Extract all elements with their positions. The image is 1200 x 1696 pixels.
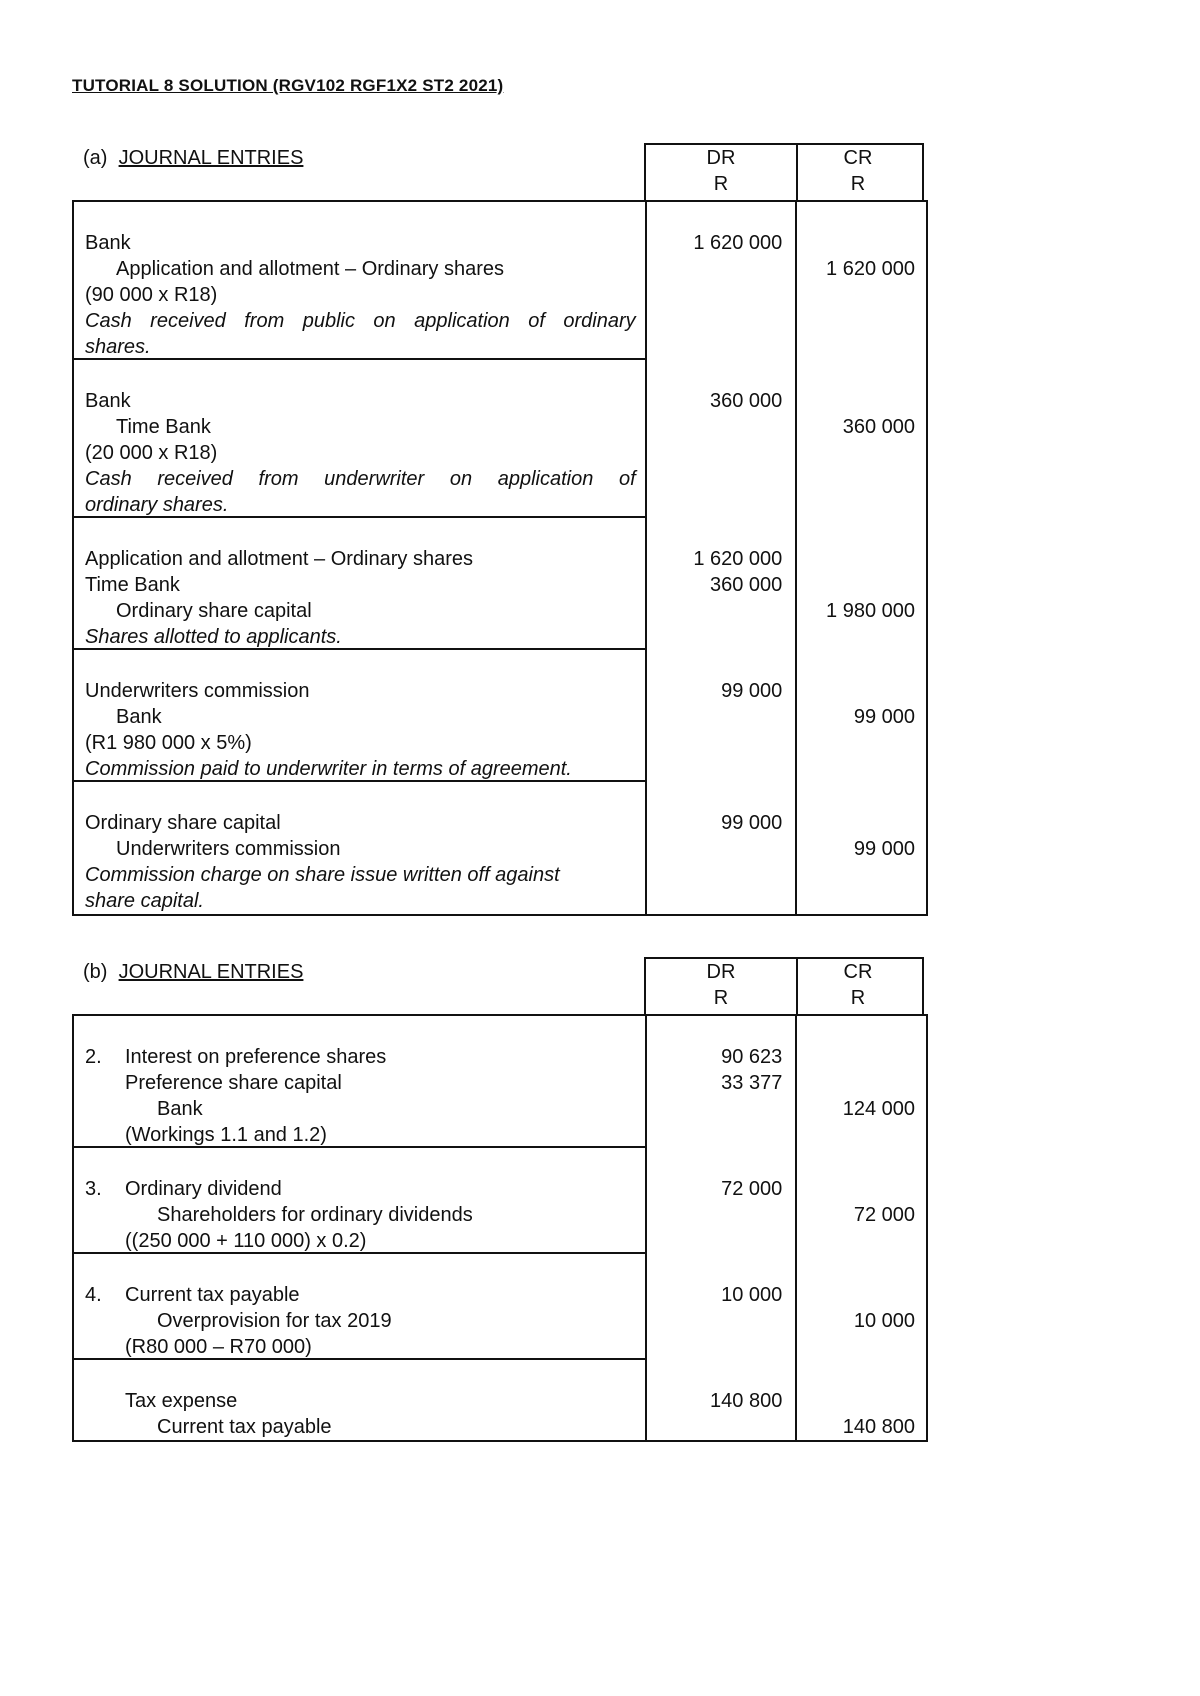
debit-amount: 360 000 — [710, 574, 783, 596]
journal-entry — [74, 1016, 926, 1148]
calculation-note: (90 000 x R18) — [85, 284, 218, 306]
debit-amount: 90 623 — [721, 1046, 783, 1068]
entry-line — [74, 598, 926, 624]
entry-line — [74, 1070, 926, 1096]
journal-entry — [74, 1254, 926, 1360]
account-name: Ordinary dividend — [125, 1178, 282, 1200]
calculation-note: (R80 000 – R70 000) — [125, 1336, 312, 1358]
account-name: Application and allotment – Ordinary shares — [85, 548, 473, 570]
credit-amount — [794, 1044, 926, 1070]
credit-amount: 124 000 — [842, 1098, 915, 1120]
account-name: Application and allotment – Ordinary shares — [116, 258, 504, 280]
journal-header-b — [72, 957, 928, 1014]
account-name: Time Bank — [116, 416, 211, 438]
account-name: Current tax payable — [125, 1284, 300, 1306]
account-name: Bank — [116, 706, 162, 728]
entry-line — [74, 730, 926, 756]
entry-line — [74, 414, 926, 440]
entry-line — [74, 256, 926, 282]
account-name: Ordinary share capital — [85, 812, 281, 834]
entry-line — [74, 1388, 926, 1414]
journal-entry — [74, 360, 926, 518]
credit-amount — [794, 678, 926, 704]
debit-amount — [645, 1096, 795, 1122]
credit-amount: 72 000 — [853, 1204, 915, 1226]
debit-label: DR — [706, 961, 736, 983]
calculation-note: (Workings 1.1 and 1.2) — [125, 1124, 327, 1146]
entry-line — [74, 1414, 926, 1440]
narration: Commission paid to underwriter in terms of agreement. — [85, 758, 572, 780]
entry-line — [74, 1228, 926, 1254]
credit-column-header — [794, 957, 924, 1014]
journal-entry — [74, 782, 926, 914]
section-title-a — [83, 147, 303, 170]
debit-amount: 1 620 000 — [693, 548, 783, 570]
debit-amount — [645, 414, 795, 440]
credit-label: CR — [843, 147, 873, 169]
entry-line — [74, 888, 926, 914]
entry-line — [74, 492, 926, 518]
credit-amount: 10 000 — [853, 1310, 915, 1332]
debit-amount: 99 000 — [721, 680, 783, 702]
entry-line — [74, 1308, 926, 1334]
entry-line — [74, 440, 926, 466]
debit-amount — [645, 1202, 795, 1228]
account-name: Bank — [85, 232, 131, 254]
account-name: Underwriters commission — [116, 838, 341, 860]
journal-table-b — [72, 957, 928, 1442]
entry-line — [74, 546, 926, 572]
calculation-note: (20 000 x R18) — [85, 442, 218, 464]
journal-entry — [74, 1148, 926, 1254]
account-name: Time Bank — [85, 574, 180, 596]
journal-table-a — [72, 143, 928, 916]
credit-amount: 360 000 — [842, 416, 915, 438]
narration: Cash received from underwriter on application of — [85, 468, 636, 490]
document-title: TUTORIAL 8 SOLUTION (RGV102 RGF1X2 ST2 2021) — [72, 76, 504, 95]
debit-amount — [645, 836, 795, 862]
narration: ordinary shares. — [85, 494, 229, 516]
credit-amount — [794, 572, 926, 598]
credit-amount — [794, 546, 926, 572]
entry-line — [74, 624, 926, 650]
debit-amount: 33 377 — [721, 1072, 783, 1094]
entry-line — [74, 810, 926, 836]
journal-entry — [74, 650, 926, 782]
credit-amount — [794, 230, 926, 256]
entry-line — [74, 572, 926, 598]
debit-column-header — [644, 143, 798, 200]
entry-line — [74, 388, 926, 414]
account-name: Current tax payable — [157, 1416, 332, 1438]
credit-column-header — [794, 143, 924, 200]
entry-line — [74, 466, 926, 492]
entry-line — [74, 1176, 926, 1202]
entry-number: 2. — [85, 1046, 102, 1068]
narration: Cash received from public on application of ordinary — [85, 310, 636, 332]
entry-line — [74, 836, 926, 862]
account-name: Overprovision for tax 2019 — [157, 1310, 392, 1332]
entry-line — [74, 1122, 926, 1148]
account-name: Underwriters commission — [85, 680, 310, 702]
entry-line — [74, 704, 926, 730]
entry-line — [74, 862, 926, 888]
entry-line — [74, 1044, 926, 1070]
entry-line — [74, 1096, 926, 1122]
debit-amount: 10 000 — [721, 1284, 783, 1306]
debit-amount — [645, 598, 795, 624]
section-label: (b) — [83, 961, 108, 983]
narration: Commission charge on share issue written off against — [85, 864, 560, 886]
debit-amount — [645, 1414, 795, 1440]
entry-number: 3. — [85, 1178, 102, 1200]
entry-line — [74, 1202, 926, 1228]
entry-line — [74, 308, 926, 334]
journal-header-a — [72, 143, 928, 200]
debit-amount: 140 800 — [710, 1390, 783, 1412]
credit-amount — [794, 1388, 926, 1414]
journal-entry — [74, 202, 926, 360]
credit-amount: 1 620 000 — [826, 258, 915, 280]
credit-amount — [794, 1282, 926, 1308]
debit-amount: 72 000 — [721, 1178, 783, 1200]
currency-label: R — [713, 987, 729, 1009]
entry-line — [74, 1334, 926, 1360]
account-name: Preference share capital — [125, 1072, 342, 1094]
credit-amount — [794, 1070, 926, 1096]
account-name: Shareholders for ordinary dividends — [157, 1204, 473, 1226]
currency-label: R — [713, 173, 729, 195]
debit-label: DR — [706, 147, 736, 169]
debit-amount — [645, 1308, 795, 1334]
currency-label: R — [850, 173, 866, 195]
entry-line — [74, 678, 926, 704]
credit-amount: 140 800 — [842, 1416, 915, 1438]
entry-line — [74, 756, 926, 782]
entry-line — [74, 282, 926, 308]
debit-amount: 1 620 000 — [693, 232, 783, 254]
entry-line — [74, 334, 926, 360]
currency-label: R — [850, 987, 866, 1009]
section-label: (a) — [83, 147, 108, 169]
credit-amount: 99 000 — [853, 706, 915, 728]
calculation-note: (R1 980 000 x 5%) — [85, 732, 252, 754]
credit-label: CR — [843, 961, 873, 983]
account-name: Bank — [85, 390, 131, 412]
credit-amount: 1 980 000 — [826, 600, 915, 622]
section-title-b — [83, 961, 303, 984]
entry-number: 4. — [85, 1284, 102, 1306]
narration: shares. — [85, 336, 151, 358]
account-name: Tax expense — [125, 1390, 238, 1412]
debit-amount — [645, 256, 795, 282]
entry-line — [74, 230, 926, 256]
debit-amount — [645, 704, 795, 730]
section-heading: JOURNAL ENTRIES — [118, 147, 304, 169]
narration: share capital. — [85, 890, 204, 912]
debit-column-header — [644, 957, 798, 1014]
credit-amount — [794, 1176, 926, 1202]
journal-body-a — [72, 200, 928, 916]
narration: Shares allotted to applicants. — [85, 626, 342, 648]
account-name: Bank — [157, 1098, 203, 1120]
credit-amount — [794, 388, 926, 414]
account-name: Interest on preference shares — [125, 1046, 387, 1068]
journal-entry — [74, 1360, 926, 1440]
journal-entry — [74, 518, 926, 650]
credit-amount: 99 000 — [853, 838, 915, 860]
account-name: Ordinary share capital — [116, 600, 312, 622]
calculation-note: ((250 000 + 110 000) x 0.2) — [125, 1230, 367, 1252]
debit-amount: 99 000 — [721, 812, 783, 834]
debit-amount: 360 000 — [710, 390, 783, 412]
credit-amount — [794, 810, 926, 836]
section-heading: JOURNAL ENTRIES — [118, 961, 304, 983]
entry-line — [74, 1282, 926, 1308]
journal-body-b — [72, 1014, 928, 1442]
